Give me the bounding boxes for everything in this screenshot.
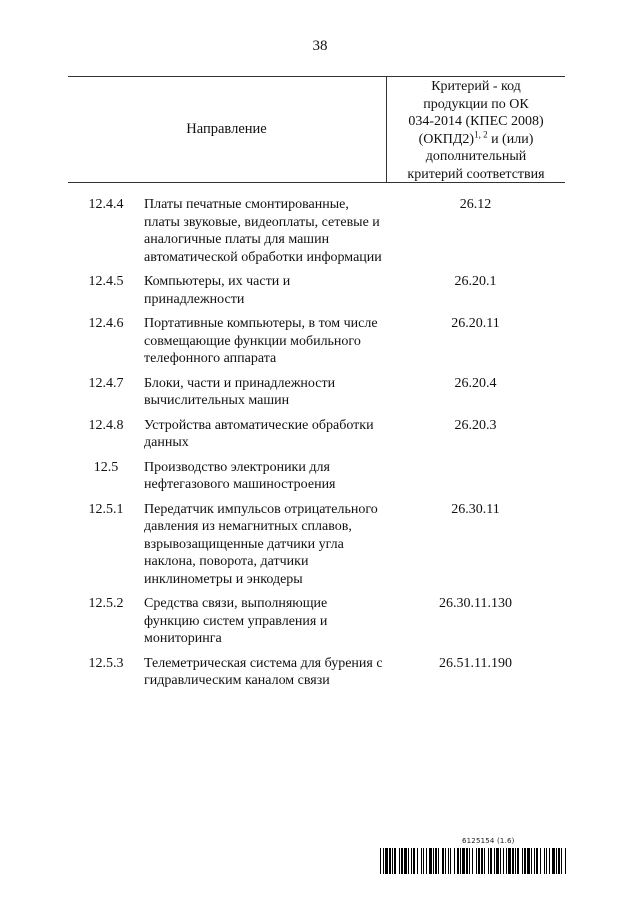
page-number: 38 [312,38,328,54]
header-criterion-line: Критерий - код [431,79,521,94]
row-code: 26.51.11.190 [439,655,512,671]
row-description: Телеметрическая система для бурения с гидравлическим каналом связи [144,655,383,688]
header-criterion-line: продукции по ОК [423,96,529,112]
row-description: Компьютеры, их части и принадлежности [144,274,291,307]
row-description: Устройства автоматические обработки данных [144,417,374,450]
row-code: 26.30.11.130 [439,596,512,611]
table-row [68,273,565,308]
row-description: Производство электроники для нефтегазового машиностроения [144,459,336,492]
row-description: Платы печатные смонтированные, платы звуковые, видеоплаты, сетевые и аналогичные платы для машин автоматической обработки информации [144,197,382,265]
row-description: Блоки, части и принадлежности вычислительных машин [144,375,336,408]
row-code: 26.12 [459,197,492,212]
row-number: 12.4.7 [88,375,124,391]
row-description: Средства связи, выполняющие функцию систем управления и мониторинга [144,596,328,646]
header-criterion-line [387,128,565,149]
header-direction: Направление [186,121,267,137]
header-criterion [386,77,565,182]
row-number: 12.4.4 [88,197,124,212]
table-header [68,76,565,183]
row-code: 26.30.11 [451,501,500,517]
table-body [68,196,565,697]
row-number: 12.5 [93,459,119,475]
barcode-icon [380,848,566,874]
row-number: 12.5.1 [88,501,124,517]
row-code: 26.20.11 [451,316,500,331]
row-code: 26.20.3 [454,417,497,433]
row-code: 26.20.1 [454,274,497,289]
row-description: Портативные компьютеры, в том числе совмещающие функции мобильного телефонного аппарата [144,316,378,366]
table-row [68,655,565,690]
row-number: 12.4.8 [88,417,124,433]
header-criterion-line: дополнительный [425,149,527,164]
row-number: 12.5.3 [88,655,124,671]
row-description: Передатчик импульсов отрицательного давления из немагнитных сплавов, взрывозащищенные датчики угла наклона, поворота, датчики инклинометры и энкодеры [144,501,378,587]
header-criterion-okpd: (ОКПД2) [418,131,475,147]
table-row [68,417,565,452]
row-number: 12.4.6 [88,316,124,331]
row-number: 12.5.2 [88,596,124,611]
table-row [68,196,565,266]
table-row [68,315,565,368]
header-criterion-line: критерий соответствия [407,166,545,182]
header-criterion-line: 034-2014 (КПЕС 2008) [408,114,544,129]
table-row [68,501,565,589]
header-criterion-tail: и (или) [487,131,534,147]
row-code: 26.20.4 [454,375,497,391]
header-criterion-superscript: 1, 2 [474,128,488,139]
barcode-caption: 6125154 (1.6) [462,837,515,845]
document-barcode [380,837,566,877]
table-row [68,595,565,648]
table-row [68,459,565,494]
table-row [68,375,565,410]
row-number: 12.4.5 [88,274,124,289]
